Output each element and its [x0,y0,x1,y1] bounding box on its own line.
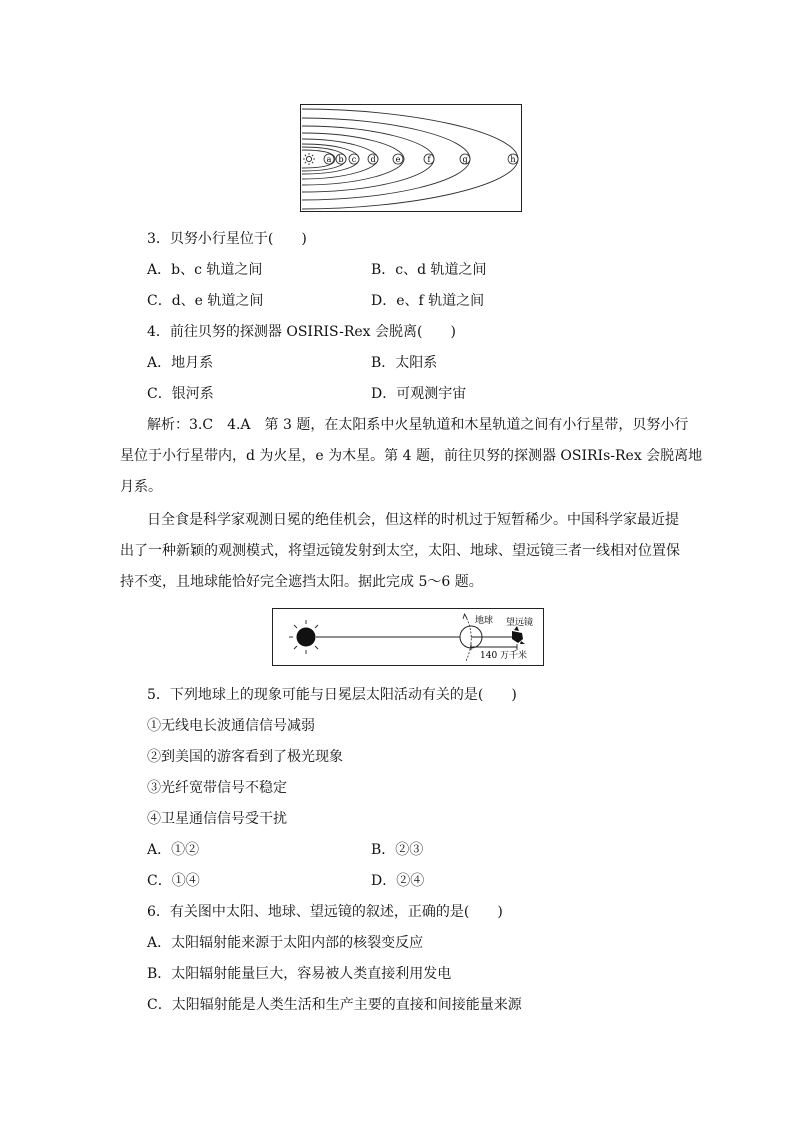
q5-statement-1: ①无线电长波通信信号减弱 [147,718,315,734]
orbit-label: b [338,155,344,164]
earth-label: 地球 [475,616,494,626]
sun-earth-telescope-diagram [272,608,544,666]
q5-option-b: B．②③ [371,842,424,858]
q5-option-d: D．②④ [371,873,425,889]
orbit-planet-h [508,154,518,164]
orbit-label: g [462,155,468,164]
orbit-planet-e [393,154,403,164]
q6-stem: 6．有关图中太阳、地球、望远镜的叙述，正确的是( ) [147,904,503,920]
analysis-line-3: 月系。 [120,479,162,495]
passage-line-1: 日全食是科学家观测日冕的绝佳机会，但这样的时机过于短暂稀少。中国科学家最近提 [147,512,679,528]
orbit-label: f [427,155,431,164]
q5-option-a: A．①② [147,842,200,858]
orbit-planet-a [324,154,334,164]
q4-option-d: D．可观测宇宙 [371,386,467,402]
solar-system-orbit-diagram [300,104,522,212]
orbit-planet-d [368,154,378,164]
q6-option-a: A．太阳辐射能来源于太阳内部的核裂变反应 [147,935,424,951]
passage-line-2: 出了一种新颖的观测模式，将望远镜发射到太空，太阳、地球、望远镜三者一线相对位置保 [120,543,680,559]
q4-option-c: C．银河系 [147,386,214,402]
q3-option-a: A．b、c 轨道之间 [147,262,263,278]
orbit-planet-c [349,154,359,164]
q4-stem: 4．前往贝努的探测器 OSIRIS-Rex 会脱离( ) [147,324,456,340]
q5-stem: 5．下列地球上的现象可能与日冕层太阳活动有关的是( ) [147,687,517,703]
q5-statement-2: ②到美国的游客看到了极光现象 [147,749,343,765]
telescope-label: 望远镜 [506,618,534,628]
q5-option-c: C．①④ [147,873,200,889]
q5-statement-3: ③光纤宽带信号不稳定 [147,780,287,796]
q6-option-c: C．太阳辐射能是人类生活和生产主要的直接和间接能量来源 [147,997,522,1013]
orbit-planet-g [460,154,470,164]
orbit-label: c [351,155,357,164]
q5-statement-4: ④卫星通信信号受干扰 [147,811,287,827]
q3-option-d: D．e、f 轨道之间 [371,293,485,309]
passage-line-3: 持不变，且地球能恰好完全遮挡太阳。据此完成 5～6 题。 [120,574,483,590]
analysis-line-2: 星位于小行星带内，d 为火星，e 为木星。第 4 题，前往贝努的探测器 OSIRIs-Rex 会脱离地 [120,448,703,464]
orbit-label: h [510,155,516,164]
sun-icon [303,153,315,165]
orbit-planet-f [424,154,434,164]
q4-option-a: A．地月系 [147,355,214,371]
orbit-planet-b [336,154,346,164]
q3-option-c: C．d、e 轨道之间 [147,293,264,309]
q3-option-b: B．c、d 轨道之间 [371,262,487,278]
distance-label: 140 万千米 [480,651,528,661]
q3-stem: 3．贝努小行星位于( ) [147,231,307,247]
q4-option-b: B．太阳系 [371,355,438,371]
orbit-label: d [370,155,376,164]
q6-option-b: B．太阳辐射能量巨大，容易被人类直接利用发电 [147,966,452,982]
earth-icon [460,626,517,648]
telescope-icon [512,626,525,644]
analysis-line-1: 解析：3.C 4.A 第 3 题，在太阳系中火星轨道和木星轨道之间有小行星带，贝努小行 [147,417,689,433]
orbit-label: a [326,155,332,164]
orbit-label: e [395,155,401,164]
